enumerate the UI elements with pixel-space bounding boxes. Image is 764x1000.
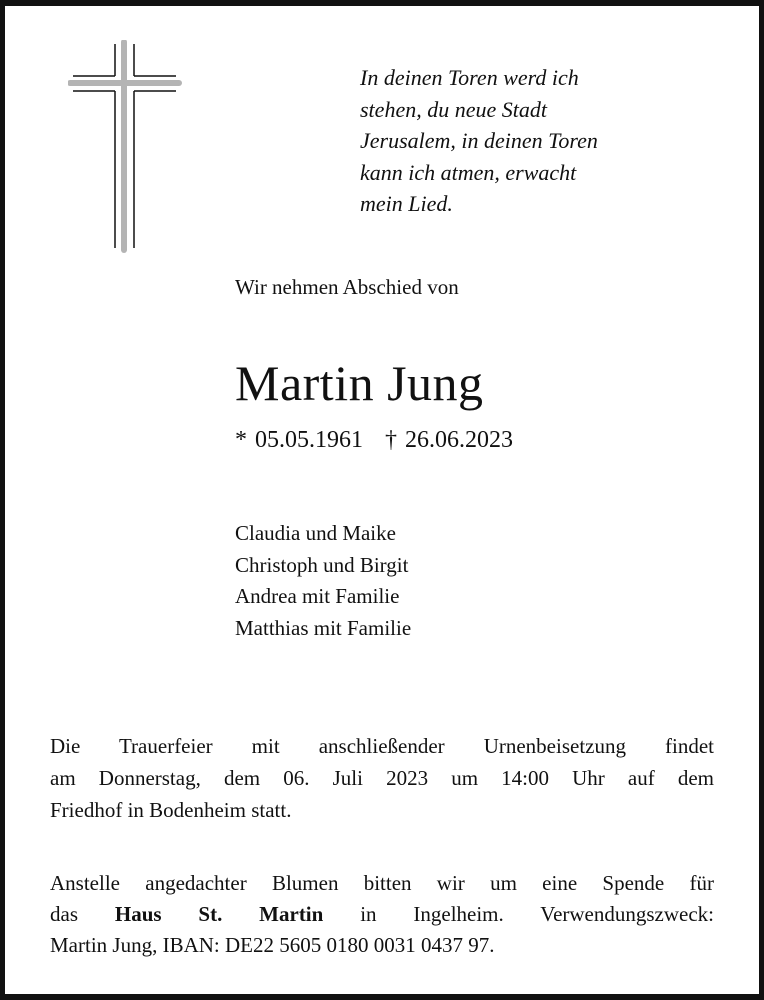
charity-name: Haus St. Martin xyxy=(114,902,324,926)
birth-date: * 05.05.1961 xyxy=(235,427,363,453)
cross-icon xyxy=(68,40,183,256)
ceremony-line: Die Trauerfeier mit anschließender Urnenbeisetzung findet xyxy=(50,734,714,758)
deceased-name: Martin Jung xyxy=(235,355,484,411)
mourner: Christoph und Birgit xyxy=(235,552,409,577)
mourner: Matthias mit Familie xyxy=(235,615,412,640)
mourners-list xyxy=(235,518,411,644)
ceremony-line: am Donnerstag, dem 06. Juli 2023 um 14:00 Uhr auf dem xyxy=(50,766,714,790)
donation-notice xyxy=(50,868,714,961)
quote-line: kann ich atmen, erwacht xyxy=(360,159,577,185)
donation-text: in Ingelheim. Verwendungszweck: xyxy=(360,902,715,926)
quote-line: In deinen Toren werd ich xyxy=(360,65,579,90)
life-dates xyxy=(235,427,535,454)
donation-line: Martin Jung, IBAN: DE22 5605 0180 0031 0437 97. xyxy=(50,933,495,957)
ceremony-notice xyxy=(50,730,714,826)
death-date: † 26.06.2023 xyxy=(385,427,513,453)
mourner: Andrea mit Familie xyxy=(235,584,400,608)
quote-line: Jerusalem, in deinen Toren xyxy=(360,128,598,153)
ceremony-line: Friedhof in Bodenheim statt. xyxy=(50,798,292,822)
quote-line: stehen, du neue Stadt xyxy=(360,96,547,122)
quote-line: mein Lied. xyxy=(360,191,453,216)
donation-line xyxy=(50,899,714,930)
donation-text: das xyxy=(50,902,78,926)
donation-line: Anstelle angedachter Blumen bitten wir um eine Spende für xyxy=(50,871,714,895)
mourner: Claudia und Maike xyxy=(235,521,396,545)
bible-quote xyxy=(360,62,598,220)
intro-text: Wir nehmen Abschied von xyxy=(235,275,459,299)
